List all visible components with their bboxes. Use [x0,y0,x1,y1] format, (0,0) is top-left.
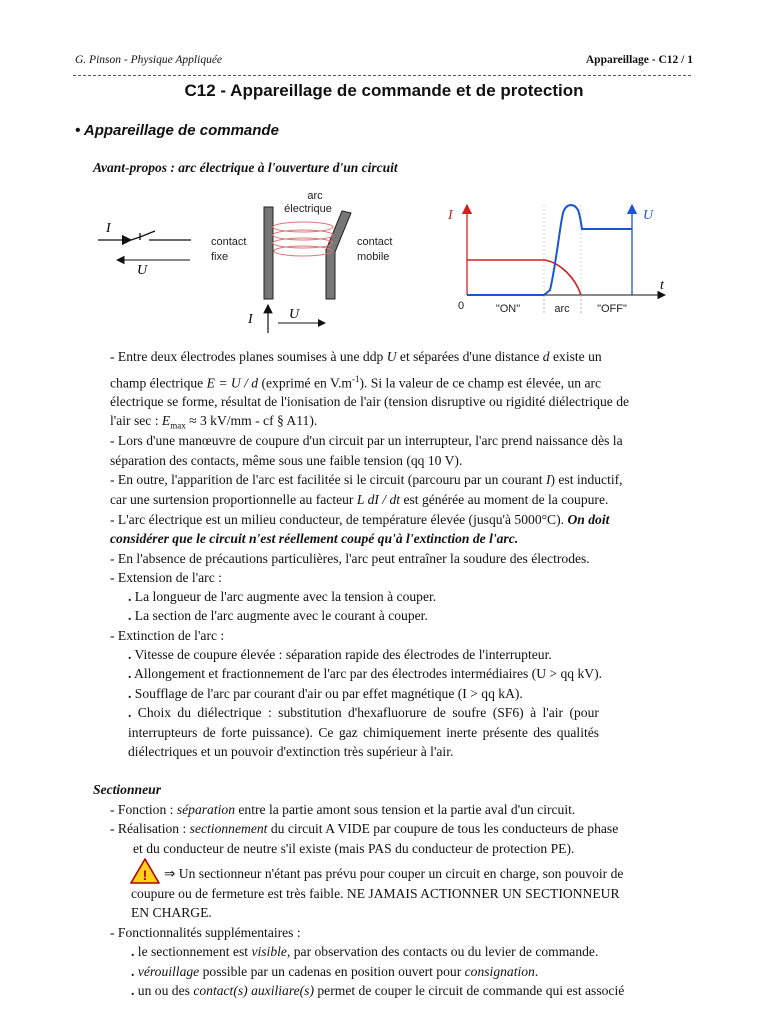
p1-line1: - Entre deux électrodes planes soumises à une ddp U et séparées d'une distance d existe un [110,349,602,364]
arc-figure [0,185,768,335]
fonctionnalite-3: . un ou des contact(s) auxiliare(s) permet de couper le circuit de commande qui est associé [131,983,625,998]
electrode-current-label: I [248,312,253,327]
electrode-voltage-label: U [289,307,300,322]
section-heading: • Appareillage de commande [75,122,279,139]
arc-glow [273,222,333,256]
switch-current-label: I [106,221,111,236]
graph-u-label: U [643,208,654,223]
fixed-contact-label-2: fixe [211,251,229,263]
switch-schematic [98,221,191,278]
arc-label: arc [307,190,323,202]
graph-on-label: "ON" [495,303,521,315]
sectionneur-realisation-line2: et du conducteur de neutre s'il existe (mais PAS du conducteur de protection PE). [133,841,575,856]
graph-arc-label: arc [554,303,570,315]
sectionneur-fonction: - Fonction : séparation entre la partie amont sous tension et la partie aval d'un circuit. [110,802,576,817]
mobile-electrode [326,211,351,299]
electrodes-diagram [211,190,392,333]
subsection-heading: Avant-propos : arc électrique à l'ouverture d'un circuit [93,160,398,175]
extinction-bullet-1: . Vitesse de coupure élevée : séparation rapide des électrodes de l'interrupteur. [128,647,552,662]
fonctionnalites-heading: - Fonctionnalités supplémentaires : [110,925,301,940]
p4-line1: - L'arc électrique est un milieu conducteur, de température élevée (jusqu'à 5000°C). On doit [110,512,610,527]
extinction-bullet-4-line3: diélectriques et un pouvoir d'extinction très supérieur à l'air. [128,744,454,759]
sectionneur-heading: Sectionneur [93,782,161,797]
graph-off-label: "OFF" [597,303,627,315]
p2-line1: - Lors d'une manœuvre de coupure d'un circuit par un interrupteur, l'arc prend naissance dès la [110,433,623,448]
p3-line1: - En outre, l'apparition de l'arc est facilitée si le circuit (parcouru par un courant I) est inductif, [110,472,623,487]
p4-line2: considérer que le circuit n'est réellement coupé qu'à l'extinction de l'arc. [110,531,519,546]
graph-t-label: t [660,278,664,293]
arc-graph [447,205,665,315]
extinction-bullet-4-line1: . Choix du diélectrique : substitution d'hexafluorure de soufre (SF6) à l'air (pour [128,705,599,720]
warning-line1: ⇒ Un sectionneur n'étant pas prévu pour couper un circuit en charge, son pouvoir de [164,866,624,881]
mobile-contact-label: contact [357,236,393,248]
extinction-bullet-3: . Soufflage de l'arc par courant d'air ou par effet magnétique (I > qq kA). [128,686,523,701]
graph-origin-label: 0 [458,300,465,312]
extension-heading: - Extension de l'arc : [110,570,222,585]
p5-line: - En l'absence de précautions particulières, l'arc peut entraîner la soudure des électrodes. [110,551,590,566]
extension-bullet-2: . La section de l'arc augmente avec le courant à couper. [128,608,428,623]
p3-line2: car une surtension proportionnelle au facteur L dI / dt est générée au moment de la coupure. [110,492,609,507]
extinction-bullet-4-line2: interrupteurs de forte puissance). Ce gaz chimiquement inerte présente des qualités [128,725,600,740]
header-page-ref: Appareillage - C12 / 1 [585,54,693,66]
fixed-contact-label: contact [211,236,247,248]
extinction-heading: - Extinction de l'arc : [110,628,225,643]
extinction-bullet-2: . Allongement et fractionnement de l'arc par des électrodes intermédiaires (U > qq kV). [128,666,603,681]
fixed-electrode [264,207,273,299]
warning-icon [129,857,161,885]
fonctionnalite-2: . vérouillage possible par un cadenas en position ouvert pour consignation. [131,964,539,979]
header-divider [73,75,691,76]
switch-voltage-label: U [137,263,148,278]
graph-i-label: I [448,208,453,223]
p1-line3: électrique se forme, résultat de l'ionisation de l'air (tension disruptive ou rigidité diélectrique de [110,394,630,409]
extension-bullet-1: . La longueur de l'arc augmente avec la tension à couper. [128,589,437,604]
p2-line2: séparation des contacts, même sous une faible tension (qq 10 V). [110,453,463,468]
fonctionnalite-1: . le sectionnement est visible, par observation des contacts ou du levier de commande. [131,944,599,959]
arc-label-2: électrique [284,203,332,215]
current-curve [467,260,581,295]
warning-line3: EN CHARGE. [131,905,212,920]
mobile-contact-label-2: mobile [357,251,390,263]
sectionneur-realisation: - Réalisation : sectionnement du circuit A VIDE par coupure de tous les conducteurs de phase [110,821,619,836]
page-title: C12 - Appareillage de commande et de protection [184,81,584,100]
voltage-curve [467,205,632,295]
warning-line2: coupure ou de fermeture est très faible. NE JAMAIS ACTIONNER UN SECTIONNEUR [131,886,620,901]
switch-blade [140,231,155,237]
p1-line2: champ électrique E = U / d (exprimé en $V.m^{-1}$). Si la valeur de ce champ est élevée, un arc [110,374,602,391]
header-author: G. Pinson - Physique Appliquée [75,54,223,66]
p1-line4: l'air sec : $E_{max} \approx 3$ kV/mm - cf § A11). [110,413,318,431]
warning-symbol: ! [142,867,148,883]
